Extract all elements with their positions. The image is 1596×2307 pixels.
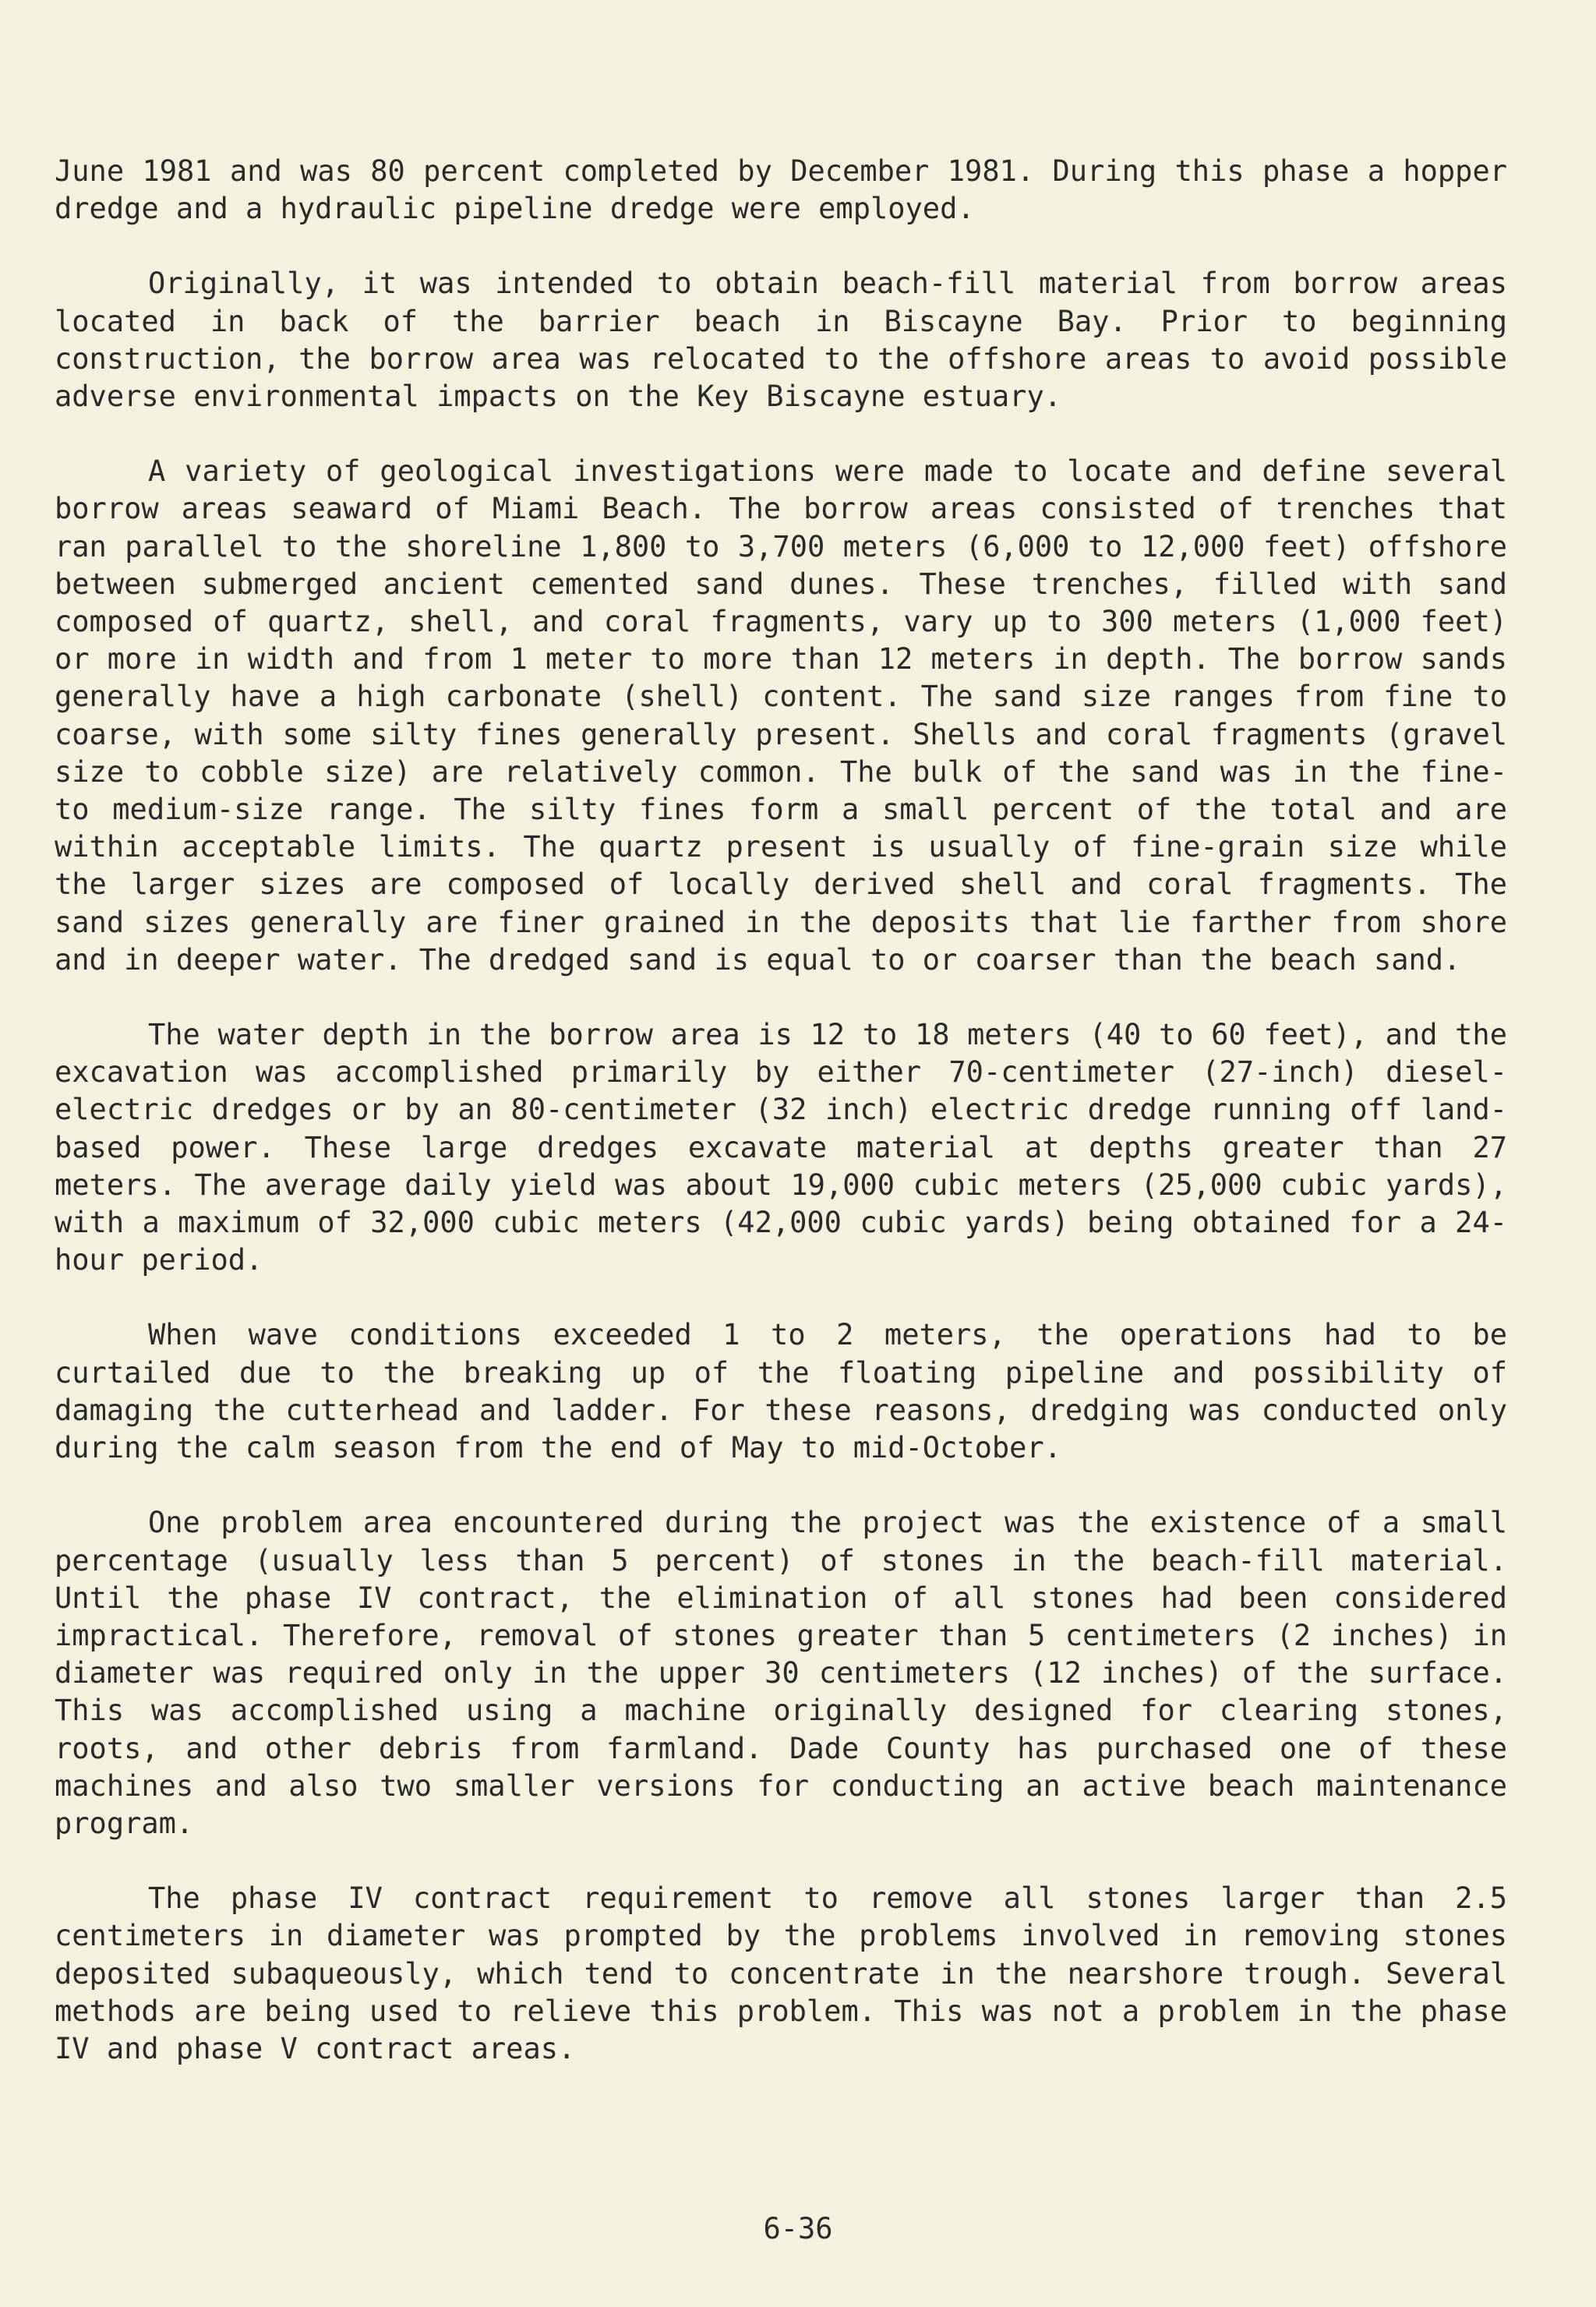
- paragraph-water-depth: The water depth in the borrow area is 12 to 18 meters (40 to 60 feet), and the excavation was accomplished primarily by either 70-centimeter (27-inch) diesel-electric dredges or by an 80-centimeter (32 inch) electric dredge running off land-based power. These large dredges excavate material at depths greater than 27 meters. The average daily yield was about 19,000 cubic meters (25,000 cubic yards), with a maximum of 32,000 cubic meters (42,000 cubic yards) being obtained for a 24-hour period.: [55, 1018, 1507, 1277]
- paragraph-borrow-areas-intent: Originally, it was intended to obtain beach-fill material from borrow areas located in back of the barrier beach in Biscayne Bay. Prior to beginning construction, the borrow area was relocated to the offshore areas to avoid possible adverse environmental impacts on the Key Biscayne estuary.: [55, 267, 1507, 414]
- paragraph-wave-conditions: When wave conditions exceeded 1 to 2 meters, the operations had to be curtailed due to the breaking up of the floating pipeline and possibility of damaging the cutterhead and ladder. For these reasons, dredging was conducted only during the calm season from the end of May to mid-October.: [55, 1318, 1507, 1465]
- paragraph-phase-iv-requirement: The phase IV contract requirement to remove all stones larger than 2.5 centimeters in diameter was prompted by the problems involved in removing stones deposited subaqueously, which tend to concentrate in the nearshore trough. Several methods are being used to relieve this problem. This was not a problem in the phase IV and phase V contract areas.: [55, 1881, 1507, 2065]
- paragraph-continuation: June 1981 and was 80 percent completed by December 1981. During this phase a hopper dredge and a hydraulic pipeline dredge were employed.: [55, 154, 1507, 226]
- paragraph-geological-investigations: A variety of geological investigations were made to locate and define several borrow areas seaward of Miami Beach. The borrow areas consisted of trenches that ran parallel to the shoreline 1,800 to 3,700 meters (6,000 to 12,000 feet) offshore between submerged ancient cemented sand dunes. These trenches, filled with sand composed of quartz, shell, and coral fragments, vary up to 300 meters (1,000 feet) or more in width and from 1 meter to more than 12 meters in depth. The borrow sands generally have a high carbonate (shell) content. The sand size ranges from fine to coarse, with some silty fines generally present. Shells and coral fragments (gravel size to cobble size) are relatively common. The bulk of the sand was in the fine- to medium-size range. The silty fines form a small percent of the total and are within acceptable limits. The quartz present is usually of fine-grain size while the larger sizes are composed of locally derived shell and coral fragments. The sand sizes generally are finer grained in the deposits that lie farther from shore and in deeper water. The dredged sand is equal to or coarser than the beach sand.: [55, 454, 1507, 977]
- page-number: 6-36: [763, 2212, 833, 2245]
- document-body: [55, 153, 1507, 2105]
- paragraph-stones-problem: One problem area encountered during the project was the existence of a small percentage (usually less than 5 percent) of stones in the beach-fill material. Until the phase IV contract, the elimination of all stones had been considered impractical. Therefore, removal of stones greater than 5 centimeters (2 inches) in diameter was required only in the upper 30 centimeters (12 inches) of the surface. This was accomplished using a machine originally designed for clearing stones, roots, and other debris from farmland. Dade County has purchased one of these machines and also two smaller versions for conducting an active beach maintenance program.: [55, 1506, 1507, 1840]
